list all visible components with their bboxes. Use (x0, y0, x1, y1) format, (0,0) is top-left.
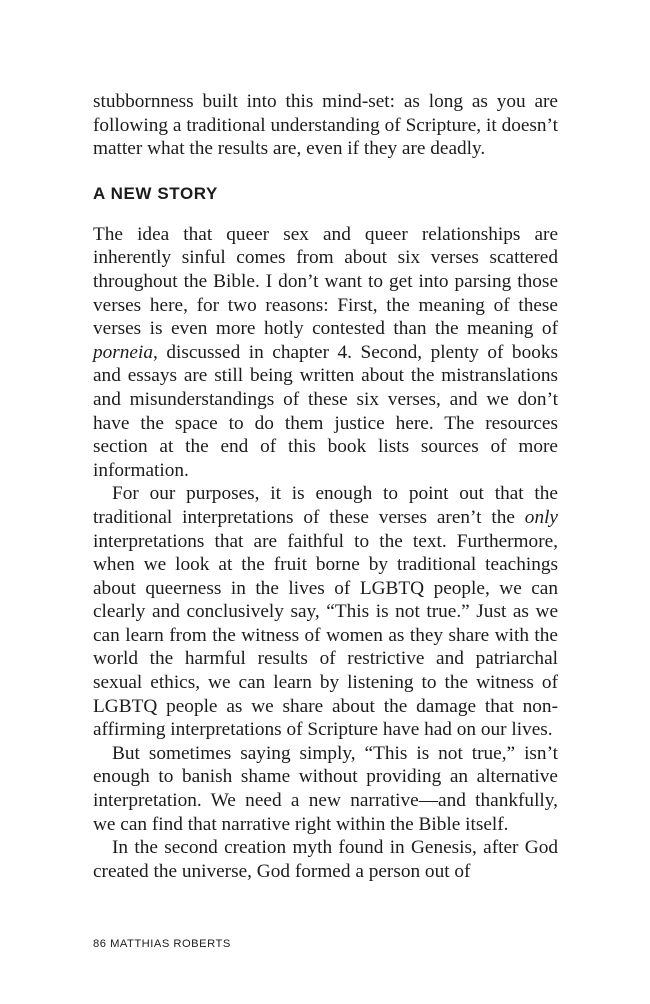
page-number: 86 (93, 938, 107, 950)
section-heading: A NEW STORY (93, 183, 218, 203)
paragraph-3 (93, 742, 558, 836)
paragraph-text: For our purposes, it is enough to point out that the traditional interpretations of these verses aren’t the (93, 483, 558, 528)
page-footer (93, 938, 231, 950)
running-author: MATTHIAS ROBERTS (110, 938, 231, 950)
page-body (93, 90, 558, 883)
paragraph-text: interpretations that are faithful to the text. Furthermore, when we look at the fruit borne by traditional teachings about queerness in the lives of LGBTQ people, we can clearly and conclusively say, “This is not true.” Just as we can learn from the witness of women as they share with the world the harmful results of restrictive and patriarchal sexual ethics, we can learn by listening to the witness of LGBTQ people as we share about the damage that non-affirming interpretations of Scripture have had on our lives. (93, 530, 558, 741)
italic-term: only (524, 506, 558, 528)
paragraph-text: In the second creation myth found in Genesis, after God created the universe, God formed a person out of (93, 837, 558, 882)
paragraph-text: The idea that queer sex and queer relationships are inherently sinful comes from about six verses scattered throughout the Bible. I don’t want to get into parsing those verses here, for two reasons: First, the meaning of these verses is even more hotly contested than the meaning of (93, 223, 558, 340)
paragraph-text: stubbornness built into this mind-set: as long as you are following a traditional understanding of Scripture, it doesn’t matter what the results are, even if they are deadly. (93, 91, 558, 160)
paragraph-text: , discussed in chapter 4. Second, plenty of books and essays are still being written about the mistranslations and misunderstandings of these six verses, and we don’t have the space to do them justice here. The resources section at the end of this book lists sources of more information. (93, 341, 558, 481)
paragraph-2 (93, 482, 558, 742)
paragraph-4 (93, 836, 558, 883)
italic-term: porneia (93, 341, 153, 363)
paragraph-text: But sometimes saying simply, “This is not true,” isn’t enough to banish shame without providing an alternative interpretation. We need a new narrative—and thankfully, we can find that narrative right within the Bible itself. (93, 742, 558, 835)
paragraph-1 (93, 223, 558, 483)
paragraph-continuation (93, 90, 558, 161)
